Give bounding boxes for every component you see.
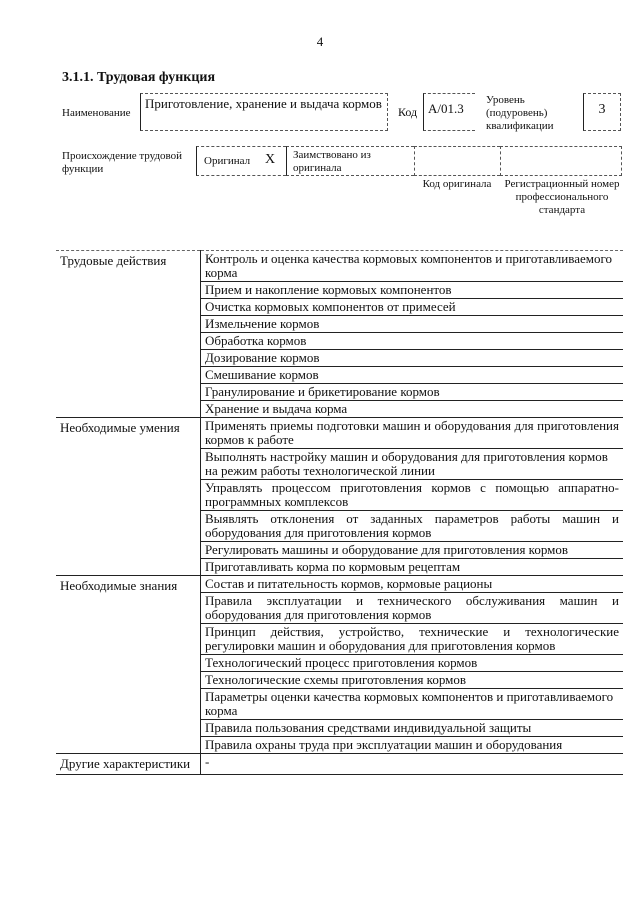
category-cell: Трудовые действия — [56, 251, 201, 418]
original-cell — [196, 146, 286, 176]
original-mark: X — [265, 152, 276, 167]
original-label: Оригинал — [204, 155, 251, 167]
code-original-cell — [414, 146, 500, 176]
function-details-table — [56, 250, 623, 775]
category-cell: Необходимые знания — [56, 576, 201, 754]
item-cell: Контроль и оценка качества кормовых компонентов и приготавливаемого корма — [201, 251, 624, 282]
item-cell: Технологический процесс приготовления кормов — [201, 655, 624, 672]
table-row — [56, 418, 623, 449]
item-cell: Гранулирование и брикетирование кормов — [201, 384, 624, 401]
item-cell: - — [201, 754, 624, 775]
item-cell: Очистка кормовых компонентов от примесей — [201, 299, 624, 316]
item-cell: Смешивание кормов — [201, 367, 624, 384]
category-cell: Необходимые умения — [56, 418, 201, 576]
item-cell: Хранение и выдача корма — [201, 401, 624, 418]
origin-label: Происхождение трудовой функции — [62, 150, 183, 175]
table-row — [56, 576, 623, 593]
item-cell: Управлять процессом приготовления кормов с помощью аппаратно-программных комплексов — [201, 480, 624, 511]
code-label: Код — [398, 105, 418, 119]
function-name-value: Приготовление, хранение и выдача кормов — [140, 93, 388, 131]
code-value: А/01.3 — [423, 93, 475, 131]
item-cell: Правила пользования средствами индивидуальной защиты — [201, 720, 624, 737]
table-row — [56, 251, 623, 282]
item-cell: Приготавливать корма по кормовым рецептам — [201, 559, 624, 576]
item-cell: Измельчение кормов — [201, 316, 624, 333]
section-title: 3.1.1. Трудовая функция — [62, 70, 216, 85]
name-label: Наименование — [62, 107, 131, 119]
table-row — [56, 754, 623, 775]
item-cell: Состав и питательность кормов, кормовые рационы — [201, 576, 624, 593]
item-cell: Правила охраны труда при эксплуатации машин и оборудования — [201, 737, 624, 754]
level-value: 3 — [583, 93, 621, 131]
item-cell: Применять приемы подготовки машин и оборудования для приготовления кормов к работе — [201, 418, 624, 449]
borrowed-cell — [286, 146, 414, 176]
borrowed-label: Заимствовано из оригинала — [293, 149, 371, 174]
code-original-label: Код оригинала — [422, 178, 492, 190]
item-cell: Регулировать машины и оборудование для приготовления кормов — [201, 542, 624, 559]
item-cell: Прием и накопление кормовых компонентов — [201, 282, 624, 299]
item-cell: Правила эксплуатации и технического обслуживания машин и оборудования для приготовления кормов — [201, 593, 624, 624]
item-cell: Параметры оценки качества кормовых компонентов и приготавливаемого корма — [201, 689, 624, 720]
item-cell: Принцип действия, устройство, технические и технологические регулировки машин и оборудования для приготовления кормов — [201, 624, 624, 655]
reg-number-cell — [500, 146, 622, 176]
item-cell: Выполнять настройку машин и оборудования для приготовления кормов на режим работы технологической линии — [201, 449, 624, 480]
item-cell: Технологические схемы приготовления кормов — [201, 672, 624, 689]
item-cell: Обработка кормов — [201, 333, 624, 350]
page-number: 4 — [316, 34, 324, 49]
level-label: Уровень (подуровень) квалификации — [486, 94, 554, 132]
category-cell: Другие характеристики — [56, 754, 201, 775]
reg-number-label: Регистрационный номер профессионального стандарта — [504, 178, 620, 216]
item-cell: Выявлять отклонения от заданных параметров работы машин и оборудования для приготовления кормов — [201, 511, 624, 542]
item-cell: Дозирование кормов — [201, 350, 624, 367]
